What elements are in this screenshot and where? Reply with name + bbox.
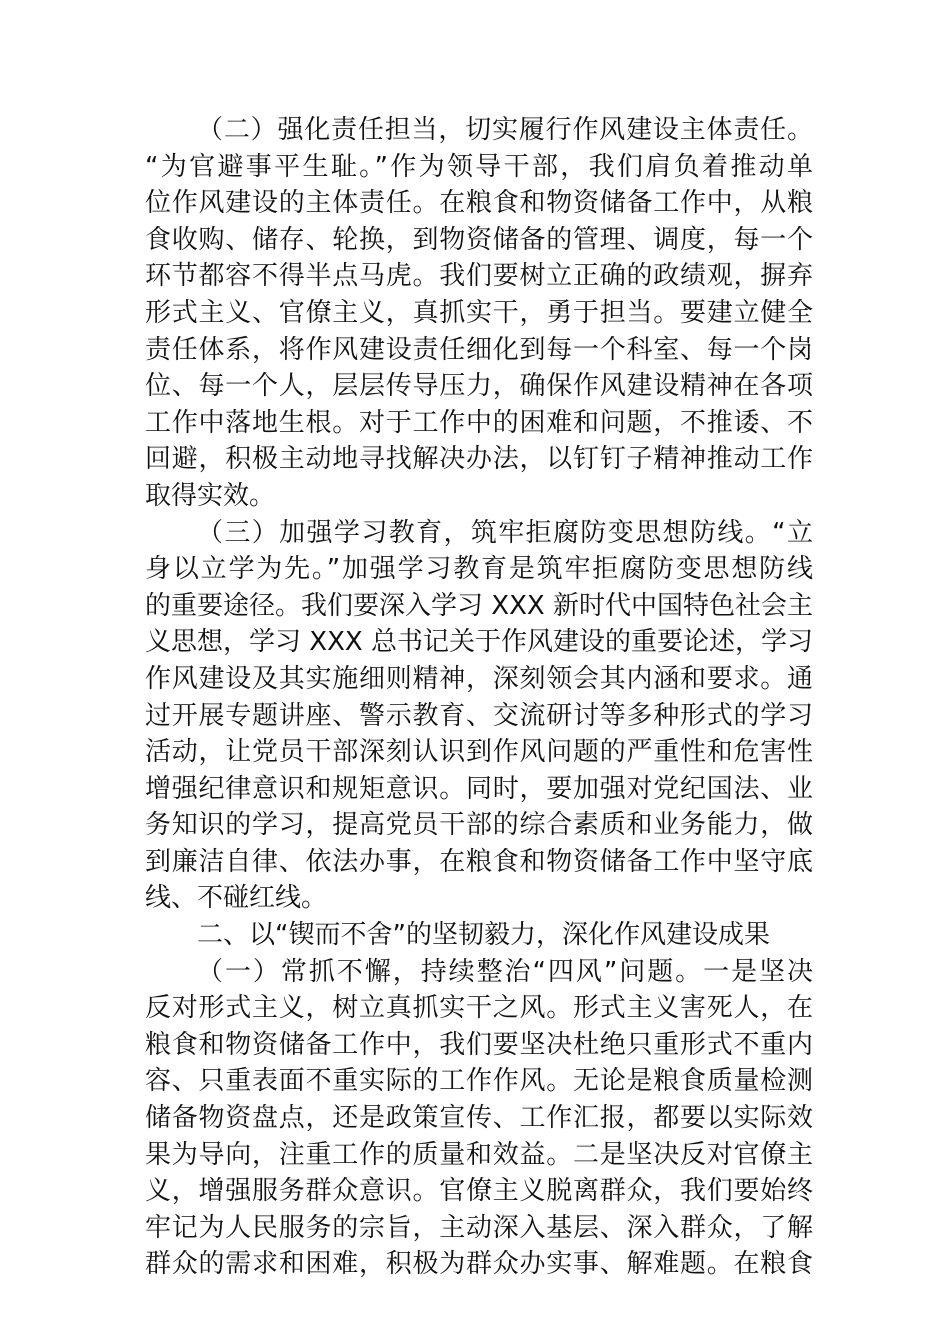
paragraph-line: 储备物资盘点，还是政策宣传、工作汇报，都要以实际效 — [145, 1103, 813, 1134]
paragraph-line: 位作风建设的主体责任。在粮食和物资储备工作中，从粮 — [145, 188, 813, 219]
paragraph-line: 果为导向，注重工作的质量和效益。二是坚决反对官僚主 — [145, 1139, 813, 1170]
paragraph-line: 反对形式主义，树立真抓实干之风。形式主义害死人，在 — [145, 993, 813, 1024]
paragraph-line: “为官避事平生耻。”作为领导干部，我们肩负着推动单 — [145, 151, 813, 182]
paragraph-line: 的重要途径。我们要深入学习 XXX 新时代中国特色社会主 — [145, 590, 813, 621]
chapter-heading-2: 二、以“锲而不舍”的坚韧毅力，深化作风建设成果 — [197, 920, 770, 951]
paragraph-line: 形式主义、官僚主义，真抓实干，勇于担当。要建立健全 — [145, 297, 813, 328]
paragraph-line: 工作中落地生根。对于工作中的困难和问题，不推诿、不 — [145, 407, 813, 438]
paragraph-line: 义思想，学习 XXX 总书记关于作风建设的重要论述，学习 — [145, 627, 813, 658]
paragraph-line: 作风建设及其实施细则精神，深刻领会其内涵和要求。通 — [145, 663, 813, 694]
document-body — [145, 112, 813, 1283]
paragraph-line: 义，增强服务群众意识。官僚主义脱离群众，我们要始终 — [145, 1176, 813, 1207]
paragraph-line: 牢记为人民服务的宗旨，主动深入基层、深入群众，了解 — [145, 1212, 813, 1243]
paragraph-line: 群众的需求和困难，积极为群众办实事、解难题。在粮食 — [145, 1249, 813, 1280]
section-heading-2-2: （二）强化责任担当，切实履行作风建设主体责任。 — [197, 115, 813, 145]
section-heading-2-1: （一）常抓不懈，持续整治“四风”问题。一是坚决 — [197, 956, 813, 987]
paragraph-line: 线、不碰红线。 — [145, 883, 328, 914]
paragraph-line: 增强纪律意识和规矩意识。同时，要加强对党纪国法、业 — [145, 773, 813, 804]
paragraph-line: 容、只重表面不重实际的工作作风。无论是粮食质量检测 — [145, 1066, 813, 1097]
paragraph-line: 到廉洁自律、依法办事，在粮食和物资储备工作中坚守底 — [145, 846, 813, 877]
paragraph-line: 责任体系，将作风建设责任细化到每一个科室、每一个岗 — [145, 334, 813, 365]
paragraph-line: 食收购、储存、轮换，到物资储备的管理、调度，每一个 — [145, 224, 813, 255]
paragraph-line: 粮食和物资储备工作中，我们要坚决杜绝只重形式不重内 — [145, 1029, 813, 1060]
section-heading-2-3: （三）加强学习教育，筑牢拒腐防变思想防线。“立 — [197, 517, 813, 548]
paragraph-line: 身以立学为先。”加强学习教育是筑牢拒腐防变思想防线 — [145, 554, 813, 585]
paragraph-line: 务知识的学习，提高党员干部的综合素质和业务能力，做 — [145, 810, 813, 841]
paragraph-line: 过开展专题讲座、警示教育、交流研讨等多种形式的学习 — [145, 700, 813, 731]
paragraph-line: 环节都容不得半点马虎。我们要树立正确的政绩观，摒弃 — [145, 261, 813, 292]
paragraph-line: 取得实效。 — [145, 480, 276, 511]
paragraph-line: 回避，积极主动地寻找解决办法，以钉钉子精神推动工作 — [145, 444, 813, 475]
paragraph-line: 位、每一个人，层层传导压力，确保作风建设精神在各项 — [145, 371, 813, 402]
paragraph-line: 活动，让党员干部深刻认识到作风问题的严重性和危害性 — [145, 737, 813, 768]
